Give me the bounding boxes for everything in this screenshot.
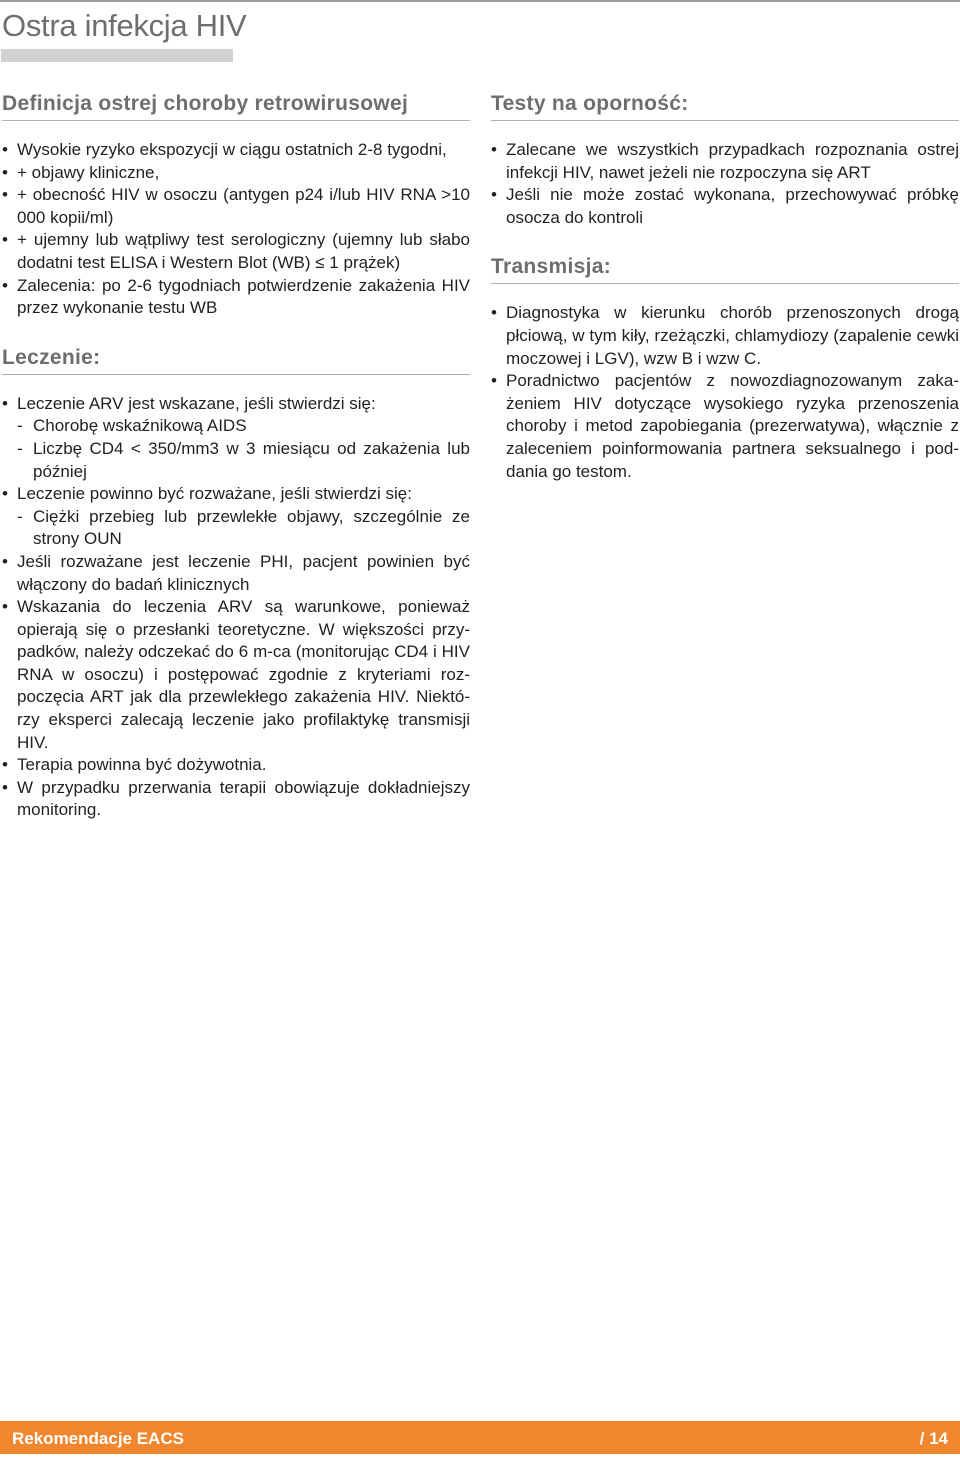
list-item: • Wysokie ryzyko ekspozycji w ciągu ostatnich 2-8 tygodni, <box>2 139 470 162</box>
list-item: • Poradnictwo pacjentów z nowozdiagnozowanym zakażeniem HIV dotyczące wysokiego ryzyka przenoszenia choroby i metod zapobiegania (prezerwatywa), włącznie z zaleceniem poinformowania partnera seksualnego i poddania go testom. <box>491 370 959 483</box>
section-heading: Definicja ostrej choroby retrowirusowej <box>2 92 470 121</box>
footer-title: Rekomendacje EACS <box>12 1429 184 1448</box>
sub-list-item: - Liczbę CD4 < 350/mm3 w 3 miesiącu od zakażenia lub później <box>2 438 470 483</box>
title-underline-bar <box>1 49 233 62</box>
sub-list-item: - Chorobę wskaźnikową AIDS <box>2 415 470 438</box>
list-item: • Terapia powinna być dożywotnia. <box>2 754 470 777</box>
list-item: • Leczenie ARV jest wskazane, jeśli stwierdzi się: <box>2 393 470 416</box>
transmission-list <box>491 302 959 483</box>
list-item: • Zalecane we wszystkich przypadkach rozpoznania ostrej infekcji HIV, nawet jeżeli nie rozpoczyna się ART <box>491 139 959 184</box>
page-number: / 14 <box>919 1429 948 1448</box>
list-item: • Leczenie powinno być rozważane, jeśli stwierdzi się: <box>2 483 470 506</box>
section-heading: Transmisja: <box>491 255 959 284</box>
sub-list-item: - Ciężki przebieg lub przewlekłe objawy, szczególnie ze strony OUN <box>2 506 470 551</box>
resistance-list <box>491 139 959 229</box>
list-item: • + objawy kliniczne, <box>2 162 470 185</box>
list-item: • + ujemny lub wątpliwy test serologiczny (ujemny lub słabo dodatni test ELISA i Western Blot (WB) ≤ 1 prążek) <box>2 229 470 274</box>
list-item: • Jeśli nie może zostać wykonana, przechowywać próbkę osocza do kontroli <box>491 184 959 229</box>
list-item: • W przypadku przerwania terapii obowiązuje dokładniejszy monitoring. <box>2 777 470 822</box>
list-item: • Jeśli rozważane jest leczenie PHI, pacjent powinien być włączony do badań klinicznych <box>2 551 470 596</box>
list-item: • + obecność HIV w osoczu (antygen p24 i/lub HIV RNA >10 000 kopii/ml) <box>2 184 470 229</box>
list-item: • Diagnostyka w kierunku chorób przenoszonych drogą płciową, w tym kiły, rzeżączki, chlamydiozy (zapalenie cewki moczowej i LGV), wzw B i wzw C. <box>491 302 959 370</box>
resistance-section <box>491 92 959 229</box>
footer-bar <box>0 1421 960 1454</box>
top-rule <box>0 0 960 2</box>
list-item: • Zalecenia: po 2-6 tygodniach potwierdzenie zakażenia HIV przez wykonanie testu WB <box>2 275 470 320</box>
left-column <box>2 92 470 822</box>
section-heading: Testy na oporność: <box>491 92 959 121</box>
treatment-list <box>2 393 470 822</box>
page-title: Ostra infekcja HIV <box>2 8 247 43</box>
definition-section <box>2 92 470 320</box>
treatment-section <box>2 346 470 822</box>
transmission-section <box>491 255 959 483</box>
list-item: • Wskazania do leczenia ARV są warunkowe, ponieważ opierają się o przesłanki teoretyczne. W większości przypadków, należy odczekać do 6 m-ca (monitorując CD4 i HIV RNA w osoczu) i postępować zgodnie z kryteriami rozpoczęcia ART jak dla przewlekłego zakażenia HIV. Niektórzy eksperci zalecają leczenie jako profilaktykę transmisji HIV. <box>2 596 470 754</box>
definition-list <box>2 139 470 320</box>
right-column <box>491 92 959 483</box>
section-heading: Leczenie: <box>2 346 470 375</box>
